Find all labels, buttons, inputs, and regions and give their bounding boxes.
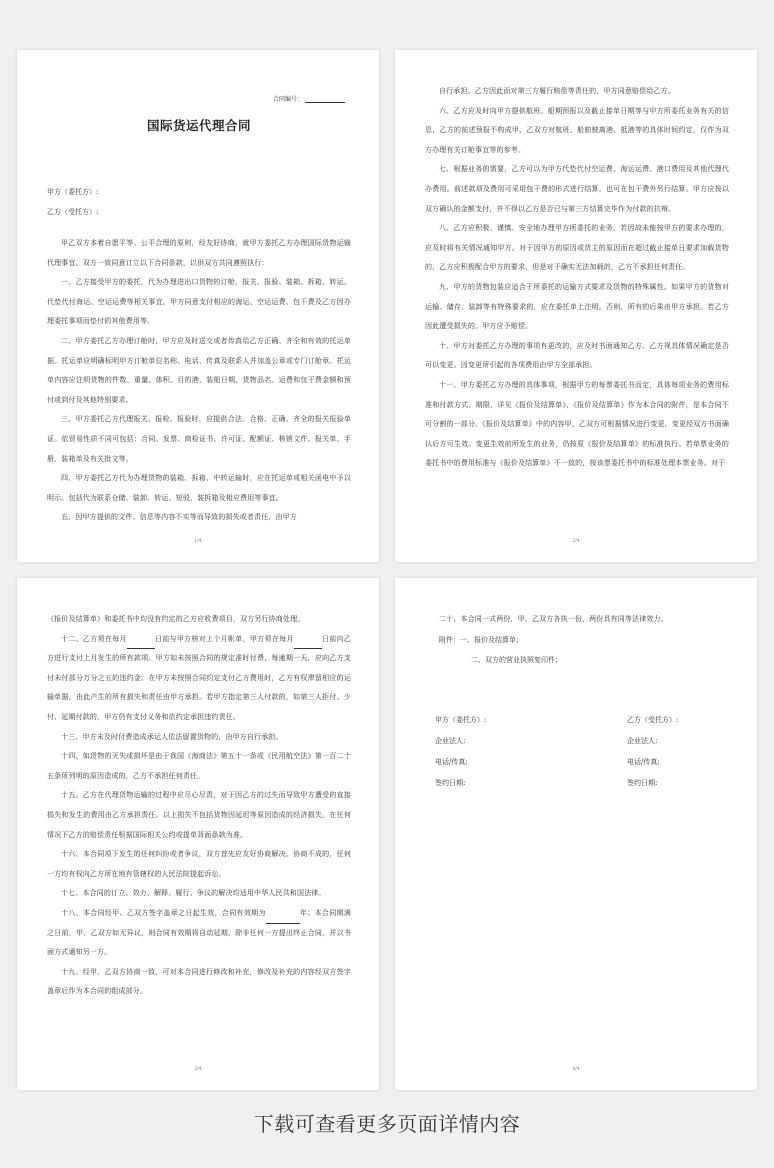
sign-field: 电话/传真:: [435, 757, 468, 766]
signature-block: [425, 710, 729, 794]
paragraph: 十四、如货物的灭失或损坏是由于我国《海商法》第五十一条或《民用航空法》第一百二十五条所列明的原因造成的，乙方不承担任何责任。: [47, 752, 351, 780]
sign-field: 企业法人:: [627, 736, 658, 745]
paragraph: 七、根据业务的需要，乙方可以为甲方代垫代付空运费、海运运费、港口费用及其他代理代办费用。前述款项及费用可采用包干费的形式进行结算，也可在包干费外另行结算。甲方应按以双方确认的金额支付，并不得以乙方是否已与第三方结算完毕作为付款的抗辩。: [425, 165, 729, 213]
page-2-body: [425, 82, 729, 474]
party-a-label: 甲方（委托方）:: [47, 188, 99, 196]
paragraph: 十九、经甲、乙双方协商一致，可对本合同进行修改和补充，修改及补充的内容经双方签字盖章后作为本合同的组成部分。: [47, 967, 351, 996]
page-number: 1/4: [194, 539, 202, 544]
sign-field: 电话/传真:: [627, 757, 660, 766]
page-number: 2/4: [572, 539, 580, 544]
parties-block: [47, 182, 351, 222]
party-b-label: 乙方（受托方）:: [47, 208, 99, 216]
page-number: 3/4: [194, 1067, 202, 1072]
paragraph: 二十、本合同一式两份，甲、乙双方各执一份，两份具有同等法律效力。: [439, 615, 668, 623]
document-page-4: [395, 578, 757, 1090]
paragraph: 《报价及结算单》和委托书中均没有约定的乙方应收费项目，双方另行协商处理。: [47, 615, 305, 623]
paragraph: 五、因甲方提供的文件、信息等内容不实等而导致的损失或者责任，由甲方: [61, 513, 297, 522]
paragraph: 十一、甲方委托乙方办理的具体事项，根据甲方的每票委托书而定，具体每项业务的费用标准和付款方式、期限，详见《报价及结算单》，《报价及结算单》作为本合同的附件，是本合同不可分割的一部分。《报价及结算单》中的内容甲、乙双方可根据情况进行变更，变更经双方书面确认后方可生效。变更生效前所发生的业务，仍按原《报价及结算单》的标准执行。若单票业务的委托书中的费用标准与《报价及结算单》不一致的，按该票委托书中的标准处理本票业务。对于: [425, 380, 729, 468]
attachment-two: 二、双方的营业执照复印件；: [471, 655, 562, 664]
page-4-body: [425, 610, 729, 670]
document-page-2: [395, 50, 757, 562]
page-number: 4/4: [572, 1067, 580, 1072]
attachment-one: 附件：一、报价及结算单；: [439, 635, 523, 644]
validity-text-b: 年；本合同期满之日前，甲、乙双方如无异议，则合同有效期将自动延期，除非任何一方提出终止合同，并以书面方式通知另一方。: [47, 908, 351, 957]
years-blank: [266, 917, 300, 924]
paragraph: 十五、乙方在代理货物运输的过程中应尽心尽责，对于因乙方的过失而导致甲方遭受的直接损失和发生的费用由乙方承担责任。以上损失不包括货物因延迟等原因造成的经济损失。在任何情况下乙方的赔偿责任根据国际相关公约或提单背面条款为准。: [47, 791, 351, 839]
paragraph: 六、乙方应及时向甲方提供航班、船期预报以及截止接单日期等与甲方所委托业务有关的信息，乙方的前述预报不构成甲、乙双方对航班、船舶驶离港、抵港等的具体时间约定，仅作为双方办理有关订舱事宜等的参考。: [425, 106, 729, 154]
contract-number-field: [273, 94, 345, 103]
signature-party-b: [627, 710, 717, 794]
paragraph: 四、甲方委托乙方代为办理货物的装箱、拆箱、中转运输时，应在托运单或相关函电中予以明示。包括代为联系仓储、装卸、转运、短驳、装拆箱及相应费用等事宜。: [47, 474, 351, 502]
signature-party-a: [435, 710, 575, 794]
paragraph: 十三、甲方未及时付费造成承运人依法留置货物的，由甲方自行承担。: [61, 732, 283, 741]
sign-field: 签约日期:: [627, 778, 658, 787]
payment-text-a: 十二、乙方须在每月: [61, 634, 127, 643]
paragraph-payment-terms: [47, 630, 351, 728]
payment-text-c: 日前向乙方进行支付上月发生的所有款项。甲方如未按照合同的规定准时付费，每逾期一天，应向乙方支付未付部分万分之五的违约金。在甲方未按照合同约定支付乙方费用时，乙方有权滞留相应的运输单据，由此产生的所有损失和责任由甲方承担。若甲方指定第三人付款的，如第三人拒付、少付、延期付款的，甲方仍有支付义务和依约定承担违约责任。: [47, 634, 351, 721]
paragraph: 自行承担。乙方因此而对第三方履行赔偿等责任的，甲方同意赔偿给乙方。: [439, 87, 675, 95]
paragraph: 三、甲方委托乙方代理报关、报检、报验时，应提供合法、合格、正确、齐全的报关报验单证。依贸易性质不同可包括：合同、发票、商检证书、许可证、配额证、核销文件、报关单、手册、装箱单及有关批文等。: [47, 415, 351, 463]
page-1-body: [47, 234, 351, 528]
payment-text-b: 日前与甲方核对上个月帐单，甲方须在每月: [154, 634, 294, 643]
paragraph: 甲乙双方本着自愿平等、公平合理的原则，经友好协商，就甲方委托乙方办理国际货物运输代理事宜，双方一致同意订立以下合同条款，以供双方共同遵照执行：: [47, 239, 351, 267]
sign-field: 签约日期:: [435, 778, 466, 787]
paragraph: 十六、本合同项下发生的任何纠纷或者争议，双方首先应友好协商解决。协商不成的，任何一方均有权向乙方所在地有管辖权的人民法院提起诉讼。: [47, 850, 351, 878]
document-page-3: [17, 578, 379, 1090]
day-blank-1: [127, 642, 155, 649]
paragraph: 十、甲方对委托乙方办理的事项有更改的，应及时书面通知乙方。乙方视具体情况确定是否可以变更。因变更所引起的各项费用由甲方全部承担。: [425, 341, 729, 370]
paragraph-validity: [47, 904, 351, 963]
day-blank-2: [294, 642, 322, 649]
sign-field: 企业法人:: [435, 736, 466, 745]
paragraph: 一、乙方接受甲方的委托，代为办理进出口货物的订舱、报关、报验、装箱、拆箱、转运、代垫代付海运、空运运费等相关事宜，甲方同意支付相应的海运、空运运费、包干费及乙方因办理委托事项而垫付的其他费用等。: [47, 278, 351, 326]
sign-field: 乙方（受托方）:: [627, 715, 679, 724]
validity-text-a: 十八、本合同经甲、乙双方签字盖章之日起生效，合同有效期为: [61, 908, 266, 917]
paragraph: 九、甲方的货物包装应适合于所委托的运输方式要求及货物的特殊属性。如果甲方的货物对运输、储存、装卸等有特殊要求的，应在委托单上注明。否则，所有的后果由甲方承担。若乙方因此遭受损失的，甲方应予赔偿。: [425, 282, 729, 331]
document-title: 国际货运代理合同: [146, 118, 251, 133]
paragraph: 十七、本合同的订立、效力、解释、履行、争议的解决均适用中华人民共和国法律。: [61, 889, 326, 898]
paragraph: 八、乙方应积极、谨慎、安全地办理甲方所委托的业务，若因故未能按甲方的要求办理的，应及时将有关情况通知甲方。对于因甲方的原因或货主的原因而在超过截止接单日要求加载货物的，乙方应积极配合甲方的要求，但是对于确实无法加载的，乙方不承担任何责任。: [425, 224, 729, 272]
contract-number-label: 合同编号：: [272, 96, 303, 103]
page-3-body: [47, 610, 351, 1002]
document-page-1: [17, 50, 379, 562]
sign-field: 甲方（委托方）:: [435, 715, 487, 724]
paragraph: 二、甲方委托乙方办理订舱时，甲方应及时送交或者传真给乙方正确、齐全和有效的托运单据。托运单应明确标明甲方订舱单位名称、电话、传真及联系人并加盖公章或专门订舱章。托运单内容应注明货物的件数、重量、体积、目的港、装船日期、货物品名、运费和包干费金额和预付或到付及其他特别要求。: [47, 336, 351, 404]
contract-number-blank: [305, 96, 345, 103]
download-more-caption[interactable]: 下载可查看更多页面详情内容: [253, 1112, 521, 1136]
